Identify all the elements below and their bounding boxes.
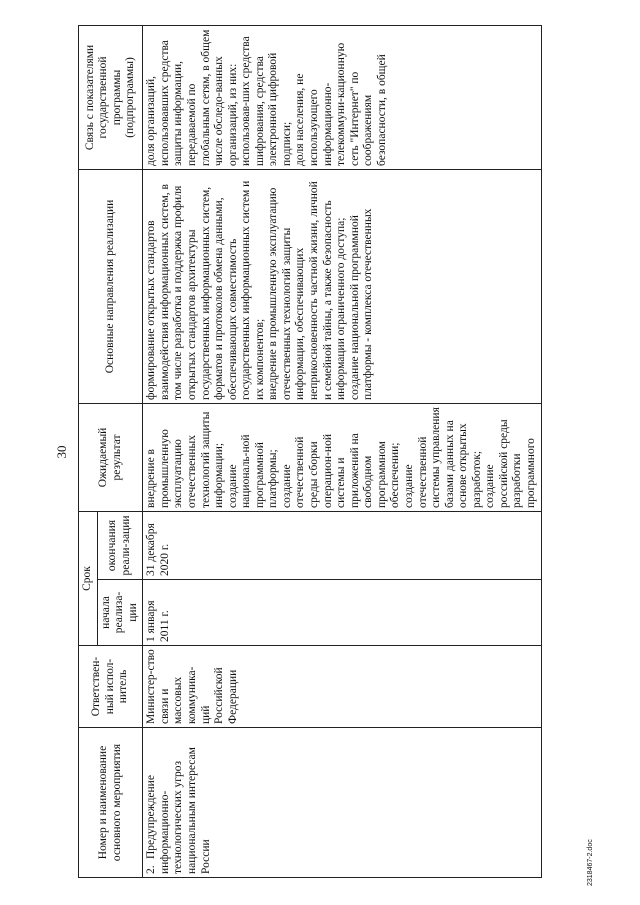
header-result: Ожидаемый результат bbox=[79, 403, 143, 511]
cell-end: 31 декабря 2020 г. bbox=[143, 511, 541, 579]
header-directions: Основные направления реализации bbox=[79, 169, 143, 403]
cell-link: доля организаций, использовавших средства защиты информации, передаваемой по глобальным сетям, в общем числе обследо-ванных организаций, из них: использовав-ших средства шифрования, средства электронной цифровой подписи; доля населения, не использующего информационно-телекоммуни-кационную сеть "Интернет" по соображениям безопасности, в общей bbox=[143, 25, 541, 169]
header-start: начала реализа-ции bbox=[97, 580, 143, 646]
cell-result: внедрение в промышленную эксплуатацию отечественных технологий защиты информации; создание националь-ной программной платформы; создание отечественной среды сборки операцион-ной системы и приложений на свободном программном обеспечении; создание отечественной системы управления базами данных на основе открытых разработок; создание российской среды разработки программного bbox=[143, 403, 541, 511]
header-row bbox=[79, 25, 98, 877]
measures-table bbox=[78, 25, 542, 878]
measure-name: Предупреждение информационно-технологических угроз национальным интересам России bbox=[145, 747, 212, 874]
page-number: 30 bbox=[54, 445, 69, 459]
header-end: окончания реали-зации bbox=[97, 511, 143, 579]
header-measure: Номер и наименование основного мероприятия bbox=[79, 728, 143, 878]
cell-start: 1 января 2011 г. bbox=[143, 580, 541, 646]
cell-directions: формирование открытых стандартов взаимодействия информационных систем, в том числе разработка и поддержка профиля открытых стандартов архитектуры государственных информационных систем, форматов и протоколов обмена данными, обеспечивающих совместимость государственных информационных систем и их компонентов; внедрение в промышленную эксплуатацию отечественных технологий защиты информации, обеспечивающих неприкосновенность частной жизни, личной и семейной тайны, а также безопасность информации ограниченного доступа; создание национальной программной платформы - комплекса отечественных bbox=[143, 169, 541, 403]
header-link: Связь с показателями государственной программы (подпрограммы) bbox=[79, 25, 143, 169]
row-number: 2. bbox=[145, 865, 158, 874]
cell-executor: Министер-ство связи и массовых коммуника-ций Российской Федерации bbox=[143, 646, 541, 728]
header-executor: Ответствен-ный испол-нитель bbox=[79, 646, 143, 728]
header-term: Срок bbox=[79, 511, 98, 645]
rotated-document-page bbox=[40, 12, 600, 892]
cell-measure bbox=[143, 728, 541, 878]
table-row bbox=[143, 25, 541, 877]
footer-file-code: 2318467-2.doc bbox=[587, 839, 594, 886]
